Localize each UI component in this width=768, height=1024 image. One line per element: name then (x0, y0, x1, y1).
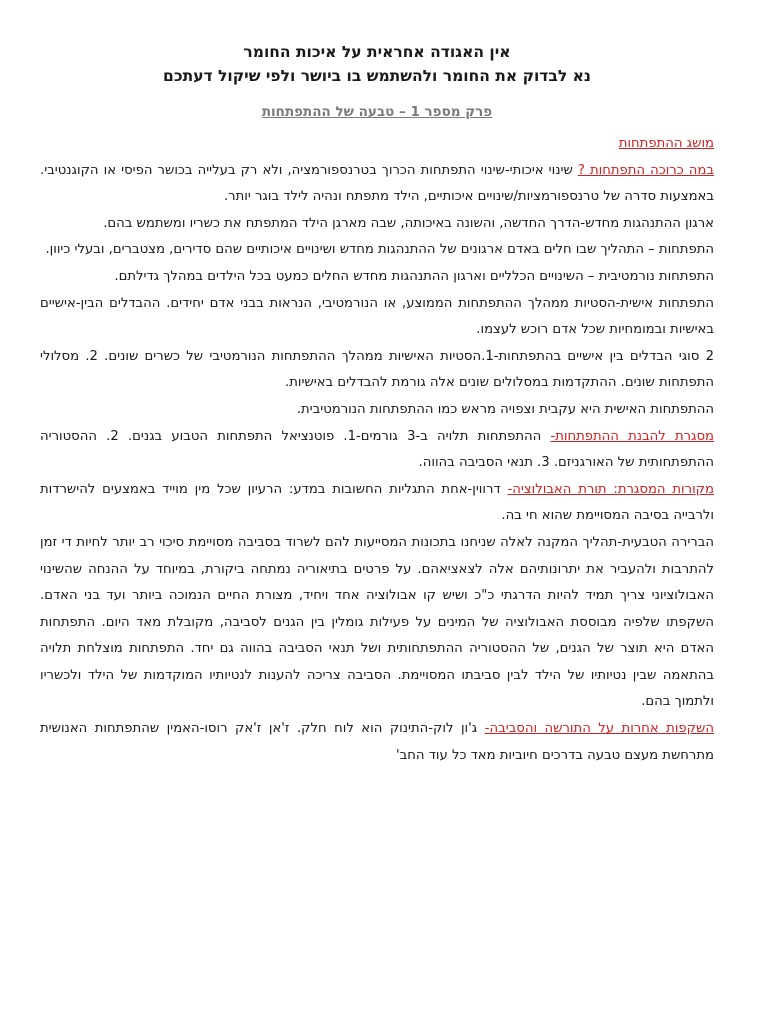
topic-heading-text: מושג ההתפתחות (618, 136, 714, 151)
paragraph-text: דרווין-אחת התגליות החשובות במדע: הרעיון שכל מין מוייד באמצעים להישרדות ולרבייה בסיבה המסויימת שהוא חי בה. (40, 481, 714, 524)
paragraph-individual-development: התפתחות אישית-הסטיות ממהלך ההתפתחות הממוצע, או הנורמטיבי, הנראות בבני אדם יחידים. ההבדלים הבין-אישיים באישיות ובמומחיות שכל אדם רוכש לעצמו. (40, 295, 714, 338)
disclaimer-line-2: נא לבדוק את החומר ולהשתמש בו ביושר ולפי שיקול דעתכם (163, 67, 591, 85)
disclaimer-header (40, 40, 714, 88)
paragraph-development-definition: התפתחות – התהליך שבו חלים באדם ארגונים של ההתנהגות מחדש ושינויים איכותיים שהם סדירים, מצטברים, ובעלי כיוון. (45, 242, 714, 258)
paragraph-framework (40, 424, 714, 477)
inline-heading: השקפות אחרות על התורשה והסביבה- (484, 721, 714, 737)
paragraph-text: שינוי איכותי-שינוי התפתחות הכרוך בטרנספורמציה, ולא רק בעלייה בכושר הפיסי או הקוגנטיבי. באמצעות סדרה של טרנספורמציות/שינויים איכותיים, הילד מתפתח ונהיה לילד בוגר יותר. (40, 162, 714, 205)
topic-heading-development-concept (40, 131, 714, 158)
paragraph-text: ההתפתחות תלויה ב-3 גורמים-1. פוטנציאל התפתחות הטבוע בגנים. 2. ההסטוריה ההתפתחותית של האורגניזם. 3. תנאי הסביבה בהווה. (40, 428, 714, 471)
paragraph-normative-development: התפתחות נורמטיבית – השינויים הכלליים וארגון ההתנהגות מחדש החלים כמעט בכל הילדים במהלך גדילתם. (114, 268, 714, 284)
inline-heading: מסגרת להבנת ההתפתחות- (550, 428, 715, 444)
paragraph-qualitative-change (40, 158, 714, 211)
inline-heading: מקורות המסגרת: תורת האבולוציה- (507, 481, 714, 497)
disclaimer-line-1: אין האגודה אחראית על איכות החומר (243, 43, 511, 61)
paragraph-natural-selection: הברירה הטבעית-תהליך המקנה לאלה שניחנו בתכונות המסייעות להם לשרוד בסביבה מסויימת סיכוי רב יותר לחיות די זמן להתרבות ולהעביר את יתרונותיהם אלה לצאציאהם. על פרטים בתיאוריה נמתחה ביקורת, במיוחד על ההנחה שהשינוי האבולוציוני צריך תמיד להיות הדרגתי כ"כ ושיש קו אבולוציה אחד ויחיד, מצורת החיים הנמוכה ביותר ועד בני האדם. השקפתו שלפיה מבוססת האבולוציה של המינים על פעילות גומלין בין הגנים לסביבה, מקובלת מאד היום. התפתחות האדם היא תוצר של הגנים, של ההסטוריה ההתפתחותית ושל תנאי הסביבה בהווה גם יחד. התפתחות מוצלחת תלויה בהתאמה שבין נטיותיו של הילד לבין סביבתו המסויימת. הסביבה צריכה להענות לנטיותיו המוקדמות של הילד ולכשריו ולתמוך בהם. (40, 534, 714, 710)
chapter-title: פרק מספר 1 – טבעה של ההתפתחות (261, 104, 493, 120)
inline-heading: במה כרוכה התפתחות ? (577, 162, 714, 178)
paragraph-reorganization: ארגון ההתנהגות מחדש-הדרך החדשה, והשונה באיכותה, שבה מארגן הילד המתפתח את כשריו ומשתמש בהם. (103, 215, 714, 231)
paragraph-consistency: ההתפתחות האישית היא עקבית וצפויה מראש כמו ההתפתחות הנורמטיבית. (296, 401, 714, 417)
paragraph-text: ג'ון לוק-התינוק הוא לוח חלק. ז'אן ז'אק רוסו-האמין שהתפתחות האנושית מתרחשת מעצם טבעה בדרכים חיוביות מאד כל עוד החב' (40, 721, 714, 763)
paragraph-two-difference-types: 2 סוגי הבדלים בין אישיים בהתפתחות-1.הסטיות האישיות ממהלך ההתפתחות הנורמטיבי של כשרים שונים. 2. מסלולי התפתחות שונים. ההתקדמות במסלולים שונים אלה גורמת להבדלים באישיות. (40, 348, 714, 391)
paragraph-other-views (40, 716, 714, 769)
paragraph-evolution-theory (40, 477, 714, 530)
